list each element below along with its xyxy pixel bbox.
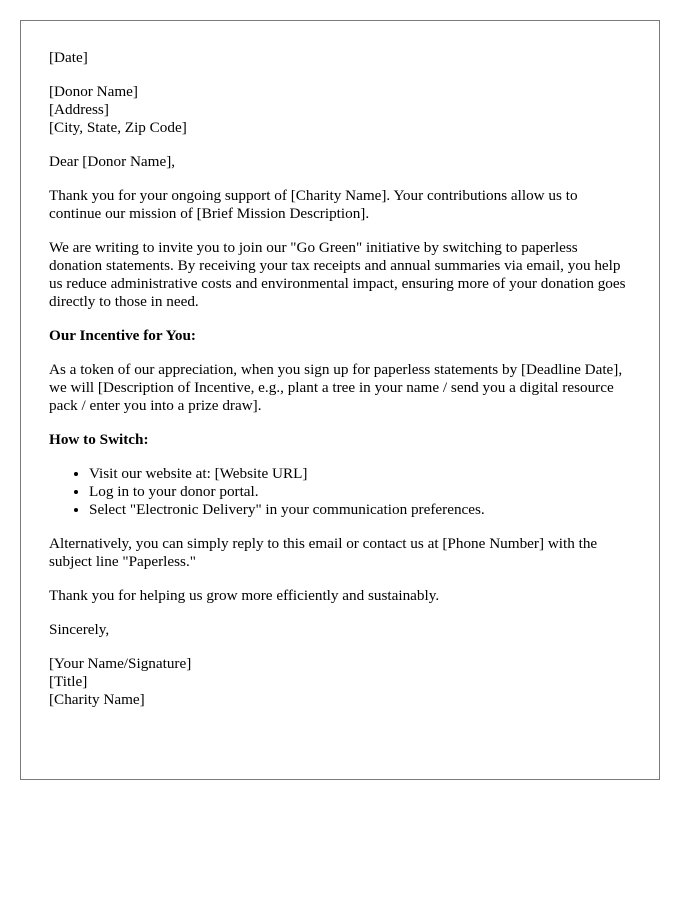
signature-organization: [Charity Name] — [49, 691, 145, 708]
letter-date: [Date] — [49, 49, 88, 66]
switch-heading: How to Switch: — [49, 431, 149, 448]
intro-paragraph: Thank you for your ongoing support of [Charity Name]. Your contributions allow us to continue our mission of [Brief Mission Description]. — [49, 187, 578, 222]
letter-page — [20, 20, 660, 780]
recipient-city-line: [City, State, Zip Code] — [49, 119, 187, 136]
list-item: • Visit our website at: [Website URL] — [89, 465, 631, 483]
list-item: • Log in to your donor portal. — [89, 483, 631, 501]
signature-block — [49, 655, 631, 709]
signature-name: [Your Name/Signature] — [49, 655, 192, 672]
signature-title: [Title] — [49, 673, 88, 690]
recipient-name: [Donor Name] — [49, 83, 138, 100]
incentive-heading: Our Incentive for You: — [49, 327, 196, 344]
thanks-paragraph: Thank you for helping us grow more efficiently and sustainably. — [49, 587, 440, 604]
alternative-paragraph: Alternatively, you can simply reply to this email or contact us at [Phone Number] with the subject line "Paperless." — [49, 535, 598, 570]
recipient-address: [Address] — [49, 101, 109, 118]
incentive-paragraph: As a token of our appreciation, when you sign up for paperless statements by [Deadline Date], we will [Description of Incentive, e.g., plant a tree in your name / send you a digital resource pack / enter you into a prize draw]. — [49, 361, 623, 414]
switch-steps-list — [49, 465, 631, 519]
list-item: • Select "Electronic Delivery" in your communication preferences. — [89, 501, 631, 519]
salutation: Dear [Donor Name], — [49, 153, 176, 170]
closing: Sincerely, — [49, 621, 110, 638]
go-green-paragraph: We are writing to invite you to join our "Go Green" initiative by switching to paperless donation statements. By receiving your tax receipts and annual summaries via email, you help us reduce administrative costs and environmental impact, ensuring more of your donation goes directly to those in need. — [49, 239, 626, 310]
recipient-block — [49, 83, 631, 137]
